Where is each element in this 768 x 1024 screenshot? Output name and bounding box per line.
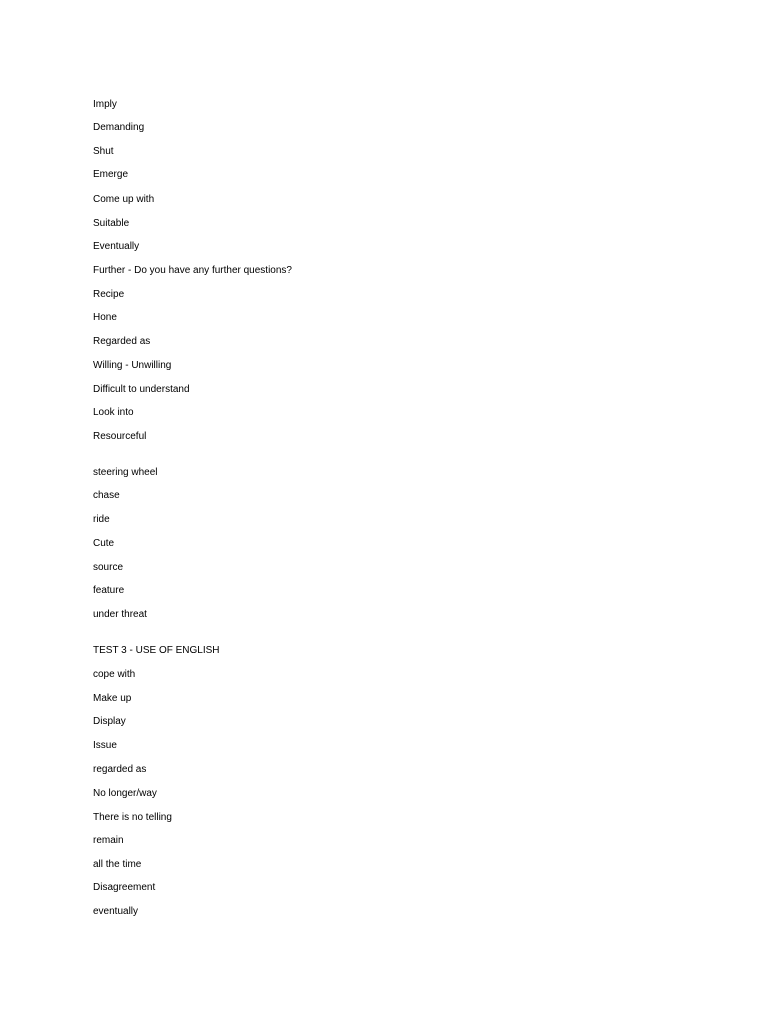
text-line: steering wheel bbox=[93, 467, 158, 478]
text-line: Make up bbox=[93, 693, 132, 704]
text-line: Disagreement bbox=[93, 882, 156, 893]
text-line: Display bbox=[93, 716, 126, 727]
text-line: Cute bbox=[93, 538, 115, 549]
text-line: Hone bbox=[93, 312, 117, 323]
text-line: remain bbox=[93, 835, 124, 846]
text-line: eventually bbox=[93, 906, 139, 917]
text-line: under threat bbox=[93, 609, 147, 620]
text-line: Demanding bbox=[93, 122, 145, 133]
text-line: Resourceful bbox=[93, 431, 147, 442]
text-line: Suitable bbox=[93, 218, 130, 229]
text-line: all the time bbox=[93, 859, 142, 870]
text-line: Issue bbox=[93, 740, 117, 751]
text-line: Come up with bbox=[93, 194, 155, 205]
text-line: feature bbox=[93, 585, 125, 596]
text-line: chase bbox=[93, 490, 120, 501]
text-line: source bbox=[93, 562, 124, 573]
section-heading: TEST 3 - USE OF ENGLISH bbox=[93, 645, 220, 656]
text-line: Further - Do you have any further questions? bbox=[93, 265, 292, 276]
text-line: Difficult to understand bbox=[93, 384, 190, 395]
text-line: Emerge bbox=[93, 169, 129, 180]
text-line: Regarded as bbox=[93, 336, 151, 347]
text-line: cope with bbox=[93, 669, 136, 680]
text-line: There is no telling bbox=[93, 812, 172, 823]
text-line: Eventually bbox=[93, 241, 140, 252]
text-line: ride bbox=[93, 514, 110, 525]
text-line: Shut bbox=[93, 146, 114, 157]
text-line: Imply bbox=[93, 99, 117, 110]
text-line: Look into bbox=[93, 407, 134, 418]
text-line: Willing - Unwilling bbox=[93, 360, 172, 371]
text-line: No longer/way bbox=[93, 788, 157, 799]
text-line: Recipe bbox=[93, 289, 125, 300]
text-line: regarded as bbox=[93, 764, 147, 775]
